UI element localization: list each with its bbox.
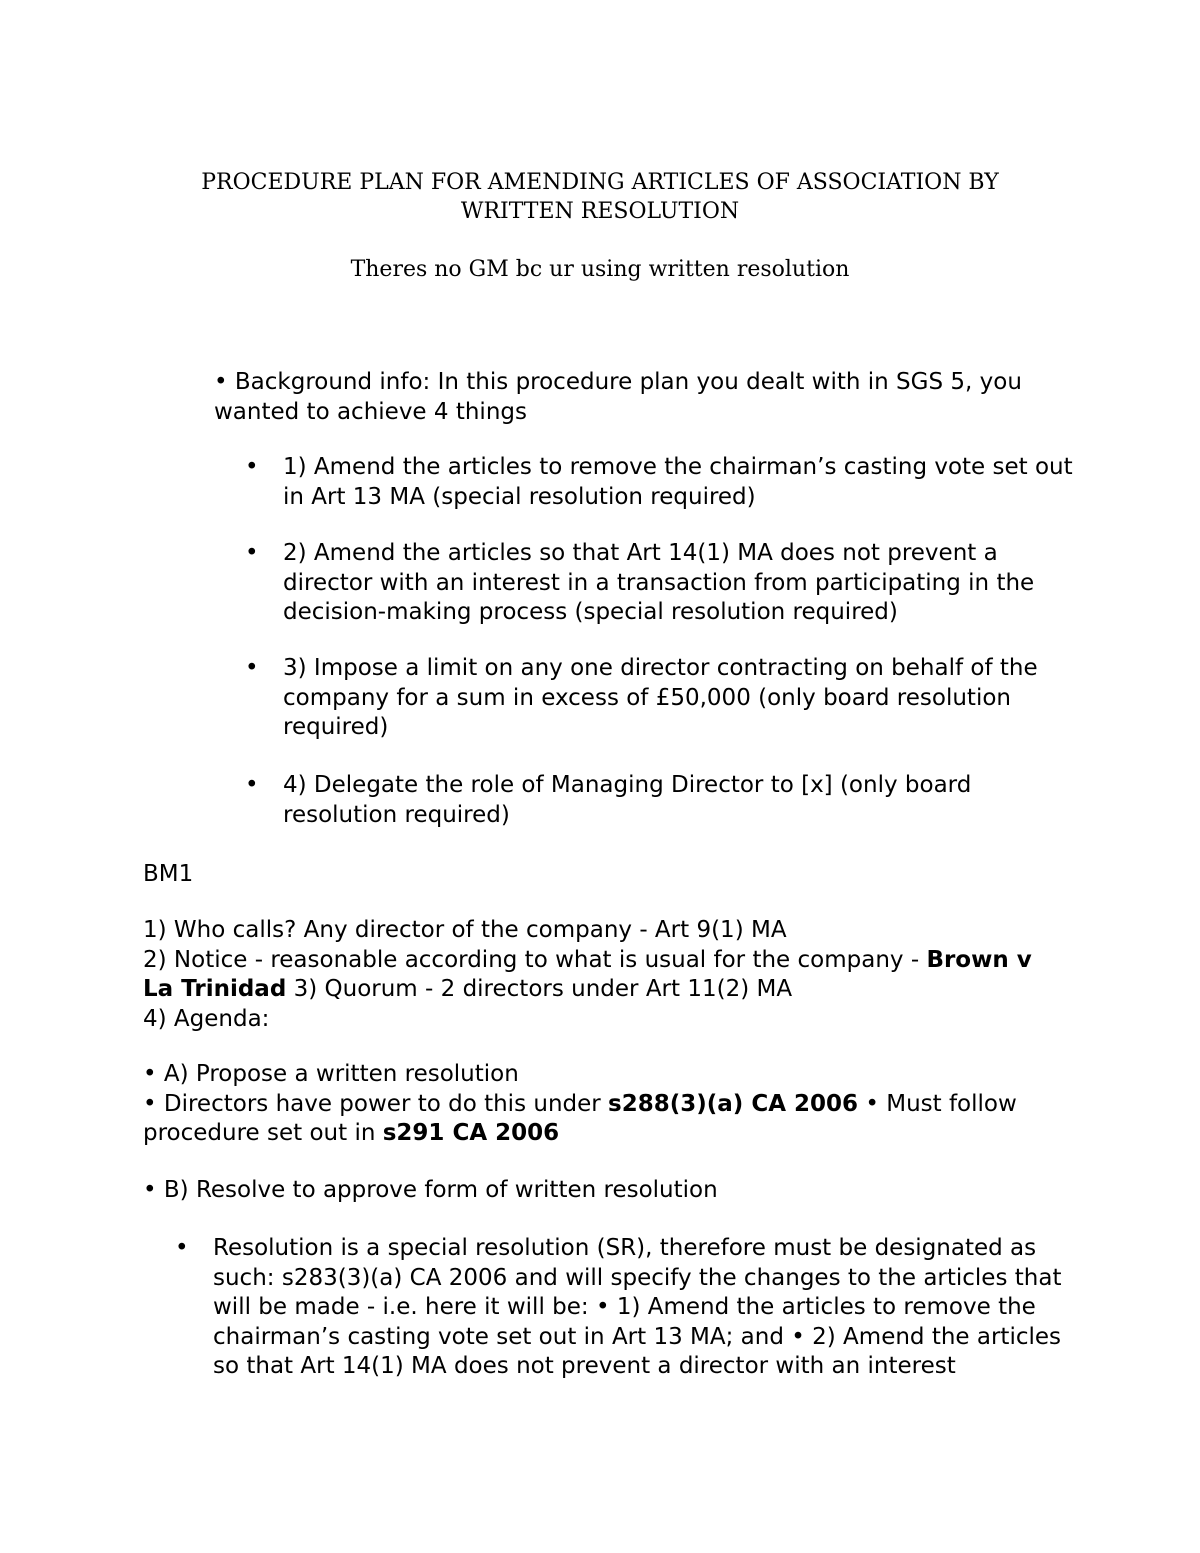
goal-text: 1) Amend the articles to remove the chairman’s casting vote set out in Art 13 MA (special resolution required) xyxy=(283,454,1073,510)
goal-item-4 xyxy=(245,771,1083,830)
goal-item-2 xyxy=(245,539,1083,628)
bm1-heading: BM1 xyxy=(143,861,194,887)
title-line-2: WRITTEN RESOLUTION xyxy=(460,199,740,224)
bullet-icon: • xyxy=(245,540,259,566)
goal-text: 2) Amend the articles so that Art 14(1) MA does not prevent a director with an interest in a transaction from participating in the decision-making process (special resolution required) xyxy=(283,540,1035,625)
resolution-item xyxy=(175,1234,1073,1382)
notice-quorum-line xyxy=(143,946,1063,1005)
quorum-text: 3) Quorum - 2 directors under Art 11(2) MA xyxy=(286,976,793,1002)
agenda-b-line: • B) Resolve to approve form of written resolution xyxy=(143,1177,718,1203)
statute-ref-s291: s291 CA 2006 xyxy=(382,1120,560,1146)
background-text: Background info: In this procedure plan you dealt with in SGS 5, you wanted to achieve 4 things xyxy=(214,369,1022,425)
agenda-a-text: • Directors have power to do this under xyxy=(143,1090,609,1117)
goal-text: 3) Impose a limit on any one director contracting on behalf of the company for a sum in excess of £50,000 (only board resolution required) xyxy=(283,655,1038,740)
background-bullet: • xyxy=(214,369,228,395)
title-line-1: PROCEDURE PLAN FOR AMENDING ARTICLES OF ASSOCIATION BY xyxy=(201,170,999,195)
bm1-details xyxy=(143,916,1063,1034)
agenda-line: 4) Agenda: xyxy=(143,1005,270,1032)
agenda-a-block xyxy=(143,1060,1063,1149)
notice-case: Brown v La Trinidad xyxy=(143,946,1032,1002)
agenda-a-line-2 xyxy=(143,1090,1063,1149)
agenda-a-text-2: • Must follow procedure set out in xyxy=(143,1090,1017,1146)
bullet-icon: • xyxy=(245,772,259,798)
statute-ref-s288: s288(3)(a) CA 2006 xyxy=(608,1090,859,1117)
document-subtitle: Theres no GM bc ur using written resolution xyxy=(350,257,850,282)
goal-item-1 xyxy=(245,453,1083,512)
notice-text: 2) Notice - reasonable according to what is usual for the company - xyxy=(143,946,927,973)
goal-item-3 xyxy=(245,654,1083,743)
bullet-icon: • xyxy=(245,454,259,480)
resolution-text: Resolution is a special resolution (SR), therefore must be designated as such: s283(3)(a) CA 2006 and will specify the changes to the articles that will be made - i.e. here it will be: • 1) Amend the articles to remove the chairman’s casting vote set out in Art 13 MA; and • 2) Amend the articles so that Art 14(1) MA does not prevent a director with an interest xyxy=(213,1235,1062,1379)
agenda-a-line-1: • A) Propose a written resolution xyxy=(143,1061,519,1087)
who-calls-line: 1) Who calls? Any director of the company - Art 9(1) MA xyxy=(143,917,787,943)
bullet-icon: • xyxy=(245,655,259,681)
background-info xyxy=(214,368,1094,427)
bullet-icon: • xyxy=(175,1235,189,1261)
document-title xyxy=(0,168,1200,226)
goal-text: 4) Delegate the role of Managing Director to [x] (only board resolution required) xyxy=(283,772,972,828)
